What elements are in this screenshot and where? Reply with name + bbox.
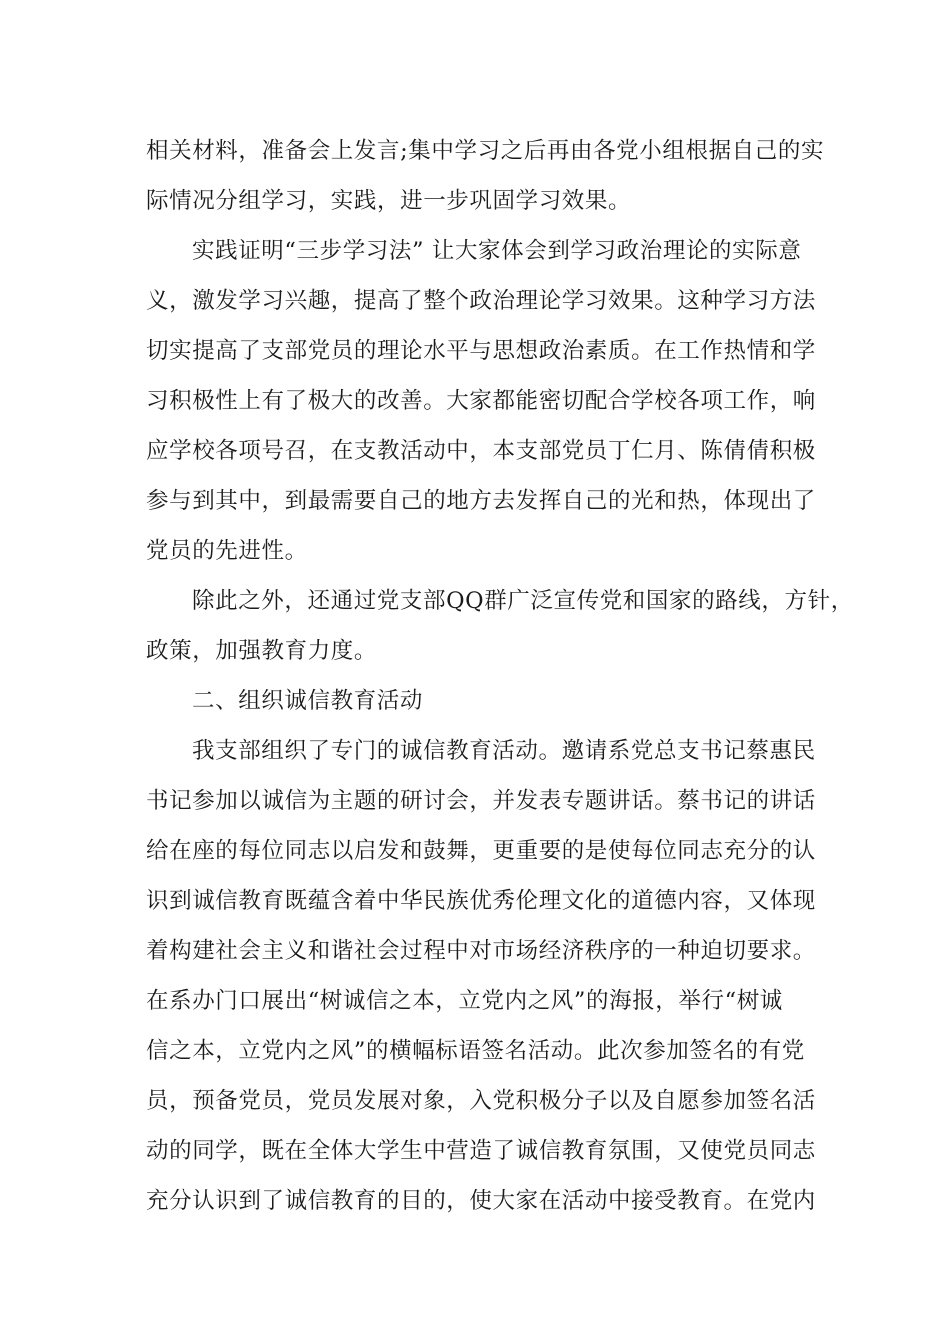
text-line: 党员的先进性。 xyxy=(146,538,308,564)
text-line: 我支部组织了专门的诚信教育活动。邀请系党总支书记蔡惠民 xyxy=(192,738,816,764)
section-heading: 二、组织诚信教育活动 xyxy=(192,688,424,714)
text-line: 给在座的每位同志以启发和鼓舞，更重要的是使每位同志充分的认 xyxy=(146,838,816,864)
text-line: 除此之外，还通过党支部QQ群广泛宣传党和国家的路线，方针， xyxy=(192,588,854,614)
text-line: 识到诚信教育既蕴含着中华民族优秀伦理文化的道德内容，又体现 xyxy=(146,888,816,914)
text-line: 政策，加强教育力度。 xyxy=(146,638,378,664)
text-line: 动的同学，既在全体大学生中营造了诚信教育氛围，又使党员同志 xyxy=(146,1138,816,1164)
text-line: 切实提高了支部党员的理论水平与思想政治素质。在工作热情和学 xyxy=(146,338,816,364)
text-line: 书记参加以诚信为主题的研讨会，并发表专题讲话。蔡书记的讲话 xyxy=(146,788,816,814)
text-line: 际情况分组学习，实践，进一步巩固学习效果。 xyxy=(146,188,632,214)
text-line: 相关材料，准备会上发言;集中学习之后再由各党小组根据自己的实 xyxy=(146,138,825,164)
text-line: 在系办门口展出“树诚信之本，立党内之风”的海报，举行“树诚 xyxy=(146,988,783,1014)
text-line: 充分认识到了诚信教育的目的，使大家在活动中接受教育。在党内 xyxy=(146,1188,816,1214)
text-line: 信之本，立党内之风”的横幅标语签名活动。此次参加签名的有党 xyxy=(146,1038,805,1064)
text-line: 应学校各项号召，在支教活动中，本支部党员丁仁月、陈倩倩积极 xyxy=(146,438,816,464)
text-line: 参与到其中，到最需要自己的地方去发挥自己的光和热，体现出了 xyxy=(146,488,816,514)
text-line: 着构建社会主义和谐社会过程中对市场经济秩序的一种迫切要求。 xyxy=(146,938,816,964)
text-line: 习积极性上有了极大的改善。大家都能密切配合学校各项工作，响 xyxy=(146,388,816,414)
text-line: 实践证明“三步学习法” 让大家体会到学习政治理论的实际意 xyxy=(192,238,802,264)
text-line: 员，预备党员，党员发展对象，入党积极分子以及自愿参加签名活 xyxy=(146,1088,816,1114)
text-line: 义，激发学习兴趣，提高了整个政治理论学习效果。这种学习方法 xyxy=(146,288,816,314)
